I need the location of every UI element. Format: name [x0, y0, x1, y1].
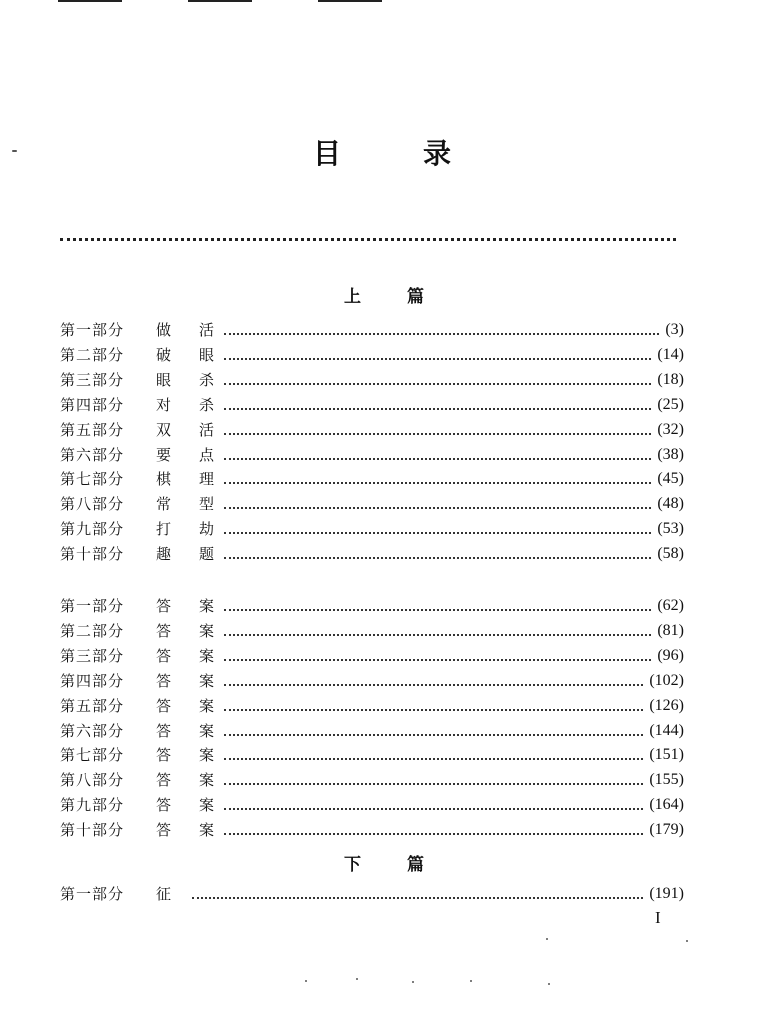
toc-entry-topic-char: 趣	[156, 545, 172, 564]
toc-entry-topic-char: 答	[156, 746, 172, 765]
toc-entry-part: 第八部分	[60, 495, 125, 514]
toc-entry-topic	[156, 320, 222, 340]
toc-entry[interactable]	[60, 617, 684, 641]
toc-entry-topic	[156, 420, 222, 440]
toc-entry-topic-char: 案	[198, 746, 214, 765]
section-heading-char: 上	[344, 287, 361, 307]
toc-entry-part: 第九部分	[60, 796, 125, 815]
toc-entry-page: (155)	[649, 771, 684, 789]
toc-entry-topic	[156, 696, 222, 716]
toc-entry-part: 第三部分	[60, 646, 125, 665]
toc-entry-topic-char: 案	[198, 646, 214, 665]
toc-entry-part: 第五部分	[60, 420, 125, 439]
page-title-char-1: 目	[312, 137, 345, 170]
toc-entry-page: (126)	[649, 696, 684, 714]
toc-entry-topic	[156, 596, 222, 616]
toc-entry-leader	[224, 532, 651, 534]
toc-entry-topic-char: 答	[156, 721, 172, 740]
toc-entry-topic	[156, 469, 222, 489]
toc-entry-topic-char: 答	[156, 796, 172, 815]
toc-entry-topic	[156, 544, 222, 564]
toc-entry-topic-char: 型	[198, 495, 214, 514]
page-title	[0, 132, 768, 172]
toc-entry-leader	[224, 482, 651, 484]
toc-entry-topic-char: 点	[198, 445, 214, 464]
toc-entry-topic-char: 活	[198, 420, 214, 439]
toc-entry[interactable]	[60, 741, 684, 765]
scan-speck	[305, 980, 307, 982]
toc-entry-topic	[156, 770, 222, 790]
toc-entry-topic-char: 眼	[156, 370, 172, 389]
toc-entry-page: (164)	[649, 796, 684, 814]
page-title-char-2: 录	[422, 137, 455, 170]
section-heading-char: 下	[344, 855, 361, 875]
toc-entry-page: (62)	[657, 597, 684, 614]
toc-entry-part: 第二部分	[60, 345, 125, 364]
toc-entry-leader	[224, 408, 651, 410]
toc-entry-topic-char: 案	[198, 796, 214, 815]
top-rule-left	[58, 0, 122, 2]
toc-entry-part: 第一部分	[60, 321, 125, 339]
toc-entry-topic-char: 征	[156, 885, 172, 903]
toc-entry[interactable]	[60, 791, 684, 815]
page-number: I	[655, 908, 661, 927]
toc-entry-topic-char: 案	[198, 597, 214, 615]
toc-entry-leader	[224, 783, 643, 785]
toc-entry[interactable]	[60, 692, 684, 716]
toc-entry-leader	[192, 897, 643, 899]
toc-entry-topic-char: 理	[198, 470, 214, 489]
section-heading	[0, 850, 768, 875]
toc-entry[interactable]	[60, 592, 684, 616]
section-heading	[0, 282, 768, 307]
toc-entry-part: 第二部分	[60, 621, 125, 640]
toc-entry-part: 第三部分	[60, 370, 125, 389]
toc-entry-part: 第七部分	[60, 746, 125, 765]
toc-entry-topic-char: 棋	[156, 470, 172, 489]
toc-entry-leader	[224, 609, 651, 611]
toc-entry-part: 第五部分	[60, 696, 125, 715]
toc-entry[interactable]	[60, 766, 684, 790]
toc-entry-topic	[156, 494, 222, 514]
toc-entry-topic-char: 杀	[198, 395, 214, 414]
toc-entry-page: (45)	[657, 470, 684, 488]
toc-entry-leader	[224, 634, 651, 636]
toc-entry-topic-char: 劫	[198, 520, 214, 539]
toc-entry-topic-char: 案	[198, 821, 214, 840]
decorative-divider	[60, 238, 676, 241]
toc-entry-topic-char: 案	[198, 621, 214, 640]
toc-entry-page: (3)	[665, 321, 684, 338]
toc-entry-leader	[224, 808, 643, 810]
toc-entry-topic-char: 案	[198, 771, 214, 790]
toc-entry-part: 第四部分	[60, 671, 125, 690]
toc-entry-leader	[224, 383, 651, 385]
toc-entry[interactable]	[60, 366, 684, 390]
toc-entry-topic-char: 题	[198, 545, 214, 564]
toc-entry-topic	[156, 445, 222, 465]
toc-entry-topic-char: 双	[156, 420, 172, 439]
toc-entry-topic	[156, 370, 222, 390]
toc-entry-leader	[224, 507, 651, 509]
toc-entry-topic	[156, 395, 222, 415]
toc-entry[interactable]	[60, 816, 684, 840]
scan-speck	[412, 981, 414, 983]
toc-entry-topic-char: 答	[156, 646, 172, 665]
section-heading-char: 篇	[407, 287, 424, 307]
toc-entry-topic-char: 破	[156, 345, 172, 364]
toc-entry-topic-char: 活	[198, 321, 214, 339]
toc-entry-leader	[224, 734, 643, 736]
toc-entry[interactable]	[60, 441, 684, 465]
toc-entry-part: 第九部分	[60, 520, 125, 539]
toc-entry-page: (58)	[657, 545, 684, 563]
toc-entry-leader	[224, 833, 643, 835]
section-heading-char: 篇	[407, 855, 424, 875]
toc-entry-leader	[224, 659, 651, 661]
toc-entry-leader	[224, 433, 651, 435]
top-rule-right	[318, 0, 382, 2]
toc-entry-topic-char: 眼	[198, 345, 214, 364]
toc-entry-topic-char: 答	[156, 671, 172, 690]
toc-entry-part: 第八部分	[60, 771, 125, 790]
toc-entry[interactable]	[60, 490, 684, 514]
toc-entry-leader	[224, 684, 643, 686]
toc-entry-topic	[156, 795, 222, 815]
toc-entry-topic	[156, 820, 222, 840]
toc-entry-page: (81)	[657, 621, 684, 639]
toc-entry-topic	[156, 519, 222, 539]
toc-entry[interactable]	[60, 391, 684, 415]
toc-entry[interactable]	[60, 416, 684, 440]
top-rule-middle	[188, 0, 252, 2]
toc-entry-page: (32)	[657, 420, 684, 438]
toc-entry-topic	[156, 745, 222, 765]
toc-entry-topic	[156, 671, 222, 691]
toc-entry-topic-char: 答	[156, 821, 172, 840]
toc-entry-page: (48)	[657, 495, 684, 513]
toc-entry-topic-char: 常	[156, 495, 172, 514]
toc-entry[interactable]	[60, 667, 684, 691]
toc-entry-page: (53)	[657, 520, 684, 538]
toc-entry-page: (179)	[649, 821, 684, 839]
toc-entry-page: (18)	[657, 370, 684, 388]
toc-entry-topic-char: 答	[156, 696, 172, 715]
toc-entry-topic-char: 对	[156, 395, 172, 414]
toc-entry[interactable]	[60, 880, 684, 904]
toc-entry[interactable]	[60, 316, 684, 340]
toc-entry[interactable]	[60, 717, 684, 741]
toc-entry-page: (151)	[649, 746, 684, 764]
toc-entry-page: (96)	[657, 646, 684, 664]
toc-entry-part: 第一部分	[60, 597, 125, 615]
scan-speck	[546, 938, 548, 940]
toc-entry-leader	[224, 709, 643, 711]
toc-entry-page: (38)	[657, 445, 684, 463]
toc-entry[interactable]	[60, 515, 684, 539]
toc-entry-page: (25)	[657, 395, 684, 413]
toc-entry-topic-char: 案	[198, 671, 214, 690]
scan-speck	[470, 980, 472, 982]
toc-entry-topic-char: 杀	[198, 370, 214, 389]
toc-entry-topic	[156, 721, 222, 741]
toc-entry-part: 第四部分	[60, 395, 125, 414]
toc-entry-topic-char: 打	[156, 520, 172, 539]
toc-entry-topic-char: 案	[198, 696, 214, 715]
toc-entry-leader	[224, 458, 651, 460]
toc-entry-leader	[224, 333, 659, 335]
toc-entry-topic-char: 案	[198, 721, 214, 740]
toc-entry-page: (14)	[657, 345, 684, 363]
toc-entry-part: 第十部分	[60, 821, 125, 840]
toc-entry-topic	[156, 884, 190, 904]
toc-entry-page: (144)	[649, 721, 684, 739]
toc-entry-part: 第十部分	[60, 545, 125, 564]
toc-entry-topic-char: 做	[156, 321, 172, 339]
scan-speck	[686, 940, 688, 942]
toc-entry[interactable]	[60, 465, 684, 489]
toc-entry-topic-char: 答	[156, 771, 172, 790]
toc-entry-topic	[156, 646, 222, 666]
toc-entry-part: 第六部分	[60, 445, 125, 464]
toc-entry-topic	[156, 621, 222, 641]
toc-entry-part: 第六部分	[60, 721, 125, 740]
toc-entry-topic-char: 答	[156, 621, 172, 640]
toc-entry[interactable]	[60, 642, 684, 666]
scan-speck	[12, 150, 17, 152]
toc-entry-page: (191)	[649, 885, 684, 902]
toc-entry-topic	[156, 345, 222, 365]
scan-speck	[548, 983, 550, 985]
toc-entry[interactable]	[60, 540, 684, 564]
toc-entry-part: 第一部分	[60, 885, 125, 903]
toc-entry-topic-char: 要	[156, 445, 172, 464]
toc-entry-leader	[224, 358, 651, 360]
toc-entry[interactable]	[60, 341, 684, 365]
toc-entry-topic-char: 答	[156, 597, 172, 615]
toc-entry-leader	[224, 557, 651, 559]
toc-entry-part: 第七部分	[60, 470, 125, 489]
toc-entry-page: (102)	[649, 671, 684, 689]
scan-speck	[356, 978, 358, 980]
toc-entry-leader	[224, 758, 643, 760]
